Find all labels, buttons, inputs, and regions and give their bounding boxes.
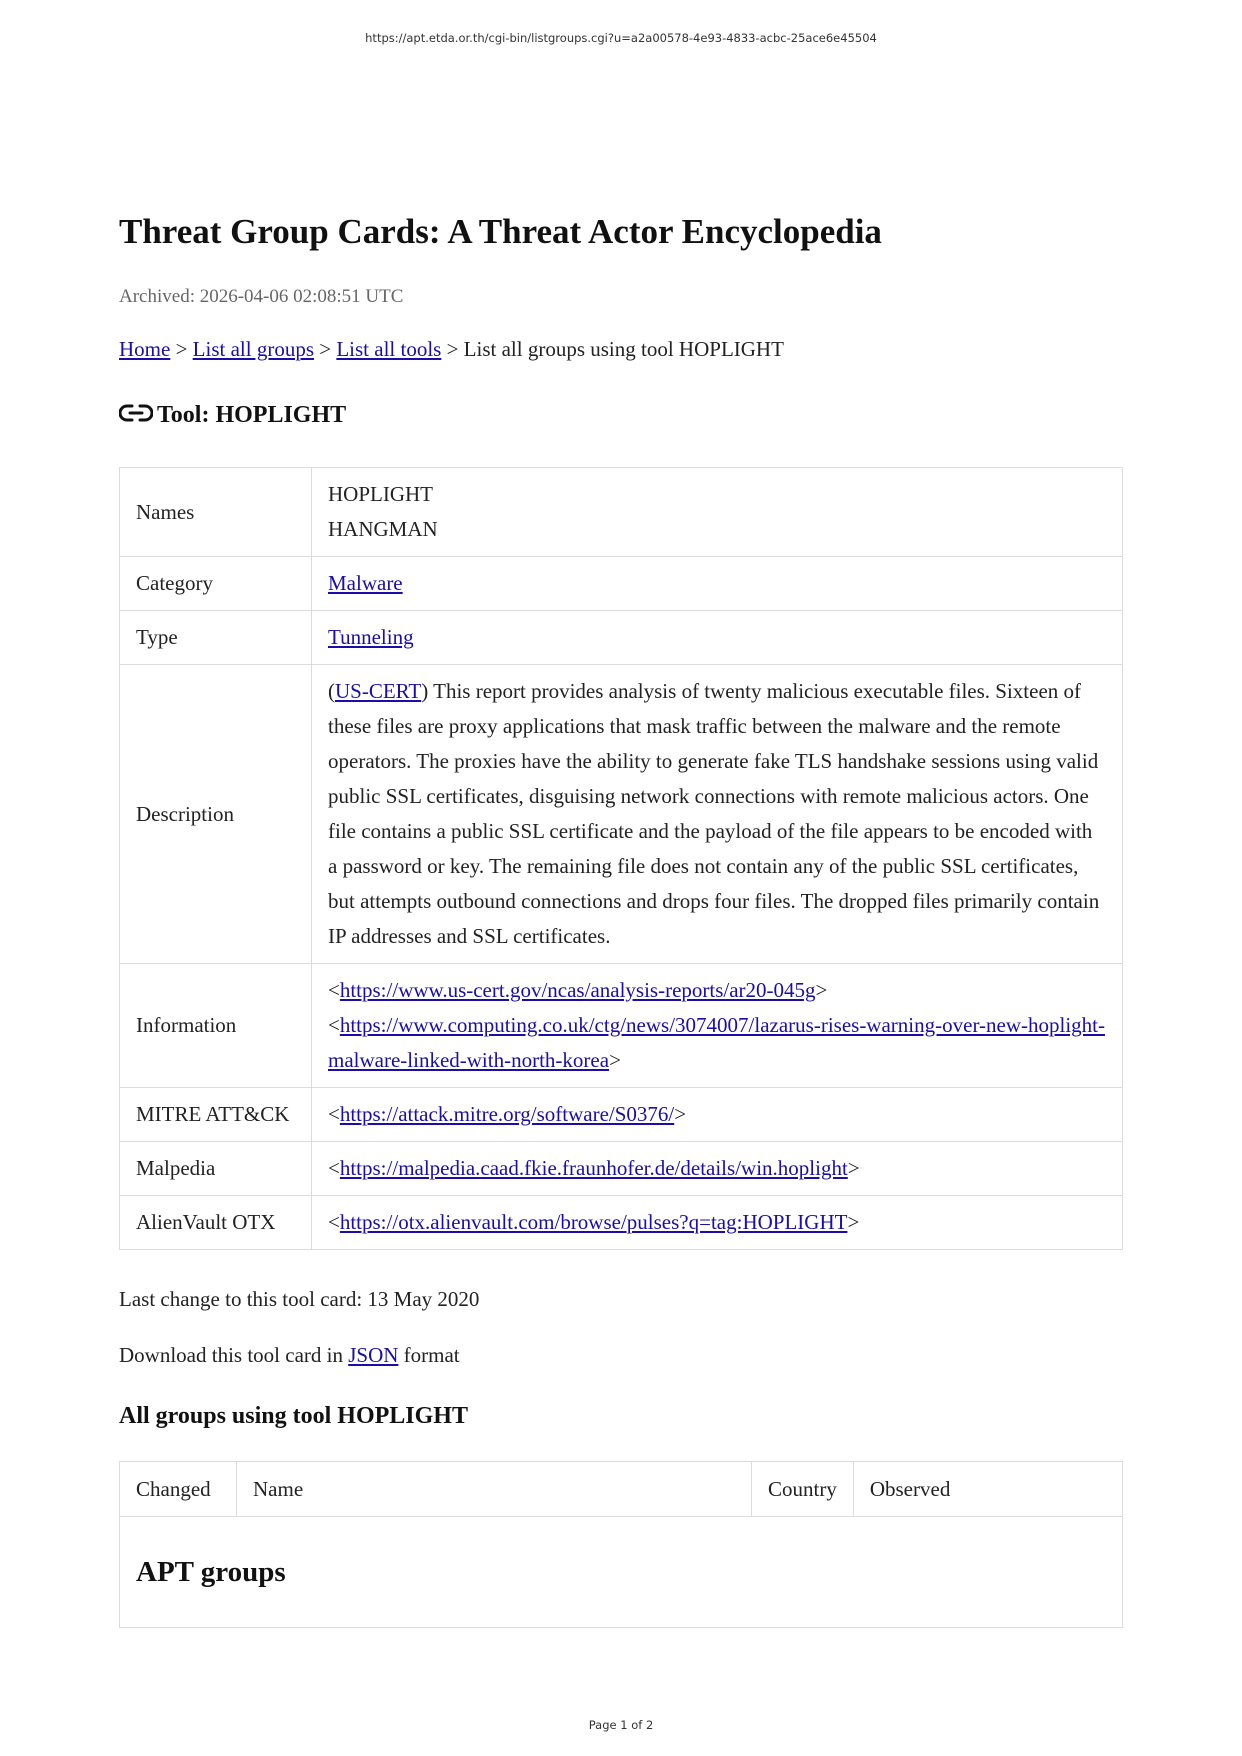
breadcrumb-separator: > (170, 337, 193, 361)
mitre-link[interactable]: https://attack.mitre.org/software/S0376/ (339, 1102, 675, 1126)
description-value (312, 665, 1123, 964)
table-row (120, 468, 1123, 557)
name-item: HANGMAN (328, 517, 438, 541)
table-row (120, 557, 1123, 611)
download-text (119, 1343, 460, 1368)
angle-close: > (815, 978, 828, 1002)
malpedia-link[interactable]: https://malpedia.caad.fkie.fraunhofer.de/details/win.hoplight (339, 1156, 848, 1180)
last-change-text: Last change to this tool card: 13 May 2020 (119, 1287, 480, 1311)
us-cert-link[interactable]: US-CERT (335, 679, 422, 703)
information-link-computing[interactable]: https://www.computing.co.uk/ctg/news/3074007/lazarus-rises-warning-over-new-hoplight-malware-linked-with-north-korea (328, 1013, 1105, 1072)
archived-timestamp: Archived: 2026-04-06 02:08:51 UTC (119, 286, 404, 307)
angle-open: < (328, 1210, 340, 1234)
table-row (120, 1088, 1123, 1142)
tool-heading-text: Tool: HOPLIGHT (157, 402, 347, 428)
angle-open: < (328, 1156, 340, 1180)
category-label: Category (120, 557, 312, 611)
table-row (120, 1142, 1123, 1196)
angle-open: < (328, 1013, 340, 1037)
page-title: Threat Group Cards: A Threat Actor Encyclopedia (119, 212, 882, 251)
link-icon (119, 402, 153, 424)
angle-close: > (847, 1210, 860, 1234)
name-item: HOPLIGHT (328, 482, 433, 506)
information-label: Information (120, 964, 312, 1088)
table-row (120, 1196, 1123, 1250)
tool-heading (119, 402, 346, 429)
download-suffix: format (398, 1343, 460, 1367)
description-text: ) This report provides analysis of twenty malicious executable files. Sixteen of these files are proxy applications that mask traffic between the malware and the remote operators. The proxies have the ability to generate fake TLS handshake sessions using valid public SSL certificates, disguising network connections with remote malicious actors. One file contains a public SSL certificate and the payload of the file appears to be encoded with a password or key. The remaining file does not contain any of the public SSL certificates, but attempts outbound connections and drops four files. The dropped files primarily contain IP addresses and SSL certificates. (328, 679, 1100, 948)
table-row (120, 611, 1123, 665)
mitre-label: MITRE ATT&CK (120, 1088, 312, 1142)
apt-groups-section-label: APT groups (120, 1517, 1123, 1628)
print-header-url: https://apt.etda.or.th/cgi-bin/listgroups.cgi?u=a2a00578-4e93-4833-acbc-25ace6e45504 (365, 31, 877, 45)
angle-open: < (328, 978, 340, 1002)
names-label: Names (120, 468, 312, 557)
angle-open: < (328, 1102, 340, 1126)
table-header-row (120, 1462, 1123, 1517)
breadcrumb-current: > List all groups using tool HOPLIGHT (441, 337, 784, 361)
names-value (312, 468, 1123, 557)
json-download-link[interactable]: JSON (348, 1343, 399, 1367)
column-header-changed[interactable]: Changed (120, 1462, 237, 1517)
column-header-observed[interactable]: Observed (853, 1462, 1122, 1517)
tool-card-table (119, 467, 1123, 1250)
column-header-name[interactable]: Name (237, 1462, 752, 1517)
category-link[interactable]: Malware (328, 571, 403, 595)
angle-close: > (674, 1102, 687, 1126)
malpedia-label: Malpedia (120, 1142, 312, 1196)
description-paren: ( (328, 679, 335, 703)
breadcrumb-list-tools-link[interactable]: List all tools (336, 337, 442, 361)
angle-close: > (609, 1048, 621, 1072)
groups-table (119, 1461, 1123, 1628)
description-label: Description (120, 665, 312, 964)
information-value (312, 964, 1123, 1088)
otx-label: AlienVault OTX (120, 1196, 312, 1250)
breadcrumb (119, 337, 784, 362)
groups-heading: All groups using tool HOPLIGHT (119, 1403, 468, 1429)
print-footer-page: Page 1 of 2 (588, 1718, 654, 1732)
breadcrumb-separator: > (314, 337, 337, 361)
type-label: Type (120, 611, 312, 665)
angle-close: > (847, 1156, 860, 1180)
table-row (120, 964, 1123, 1088)
table-row (120, 1517, 1123, 1628)
breadcrumb-home-link[interactable]: Home (119, 337, 171, 361)
type-link[interactable]: Tunneling (328, 625, 414, 649)
download-prefix: Download this tool card in (119, 1343, 349, 1367)
otx-link[interactable]: https://otx.alienvault.com/browse/pulses?q=tag:HOPLIGHT (339, 1210, 848, 1234)
table-row (120, 665, 1123, 964)
breadcrumb-list-groups-link[interactable]: List all groups (192, 337, 314, 361)
information-link-us-cert[interactable]: https://www.us-cert.gov/ncas/analysis-reports/ar20-045g (339, 978, 816, 1002)
column-header-country[interactable]: Country (752, 1462, 854, 1517)
